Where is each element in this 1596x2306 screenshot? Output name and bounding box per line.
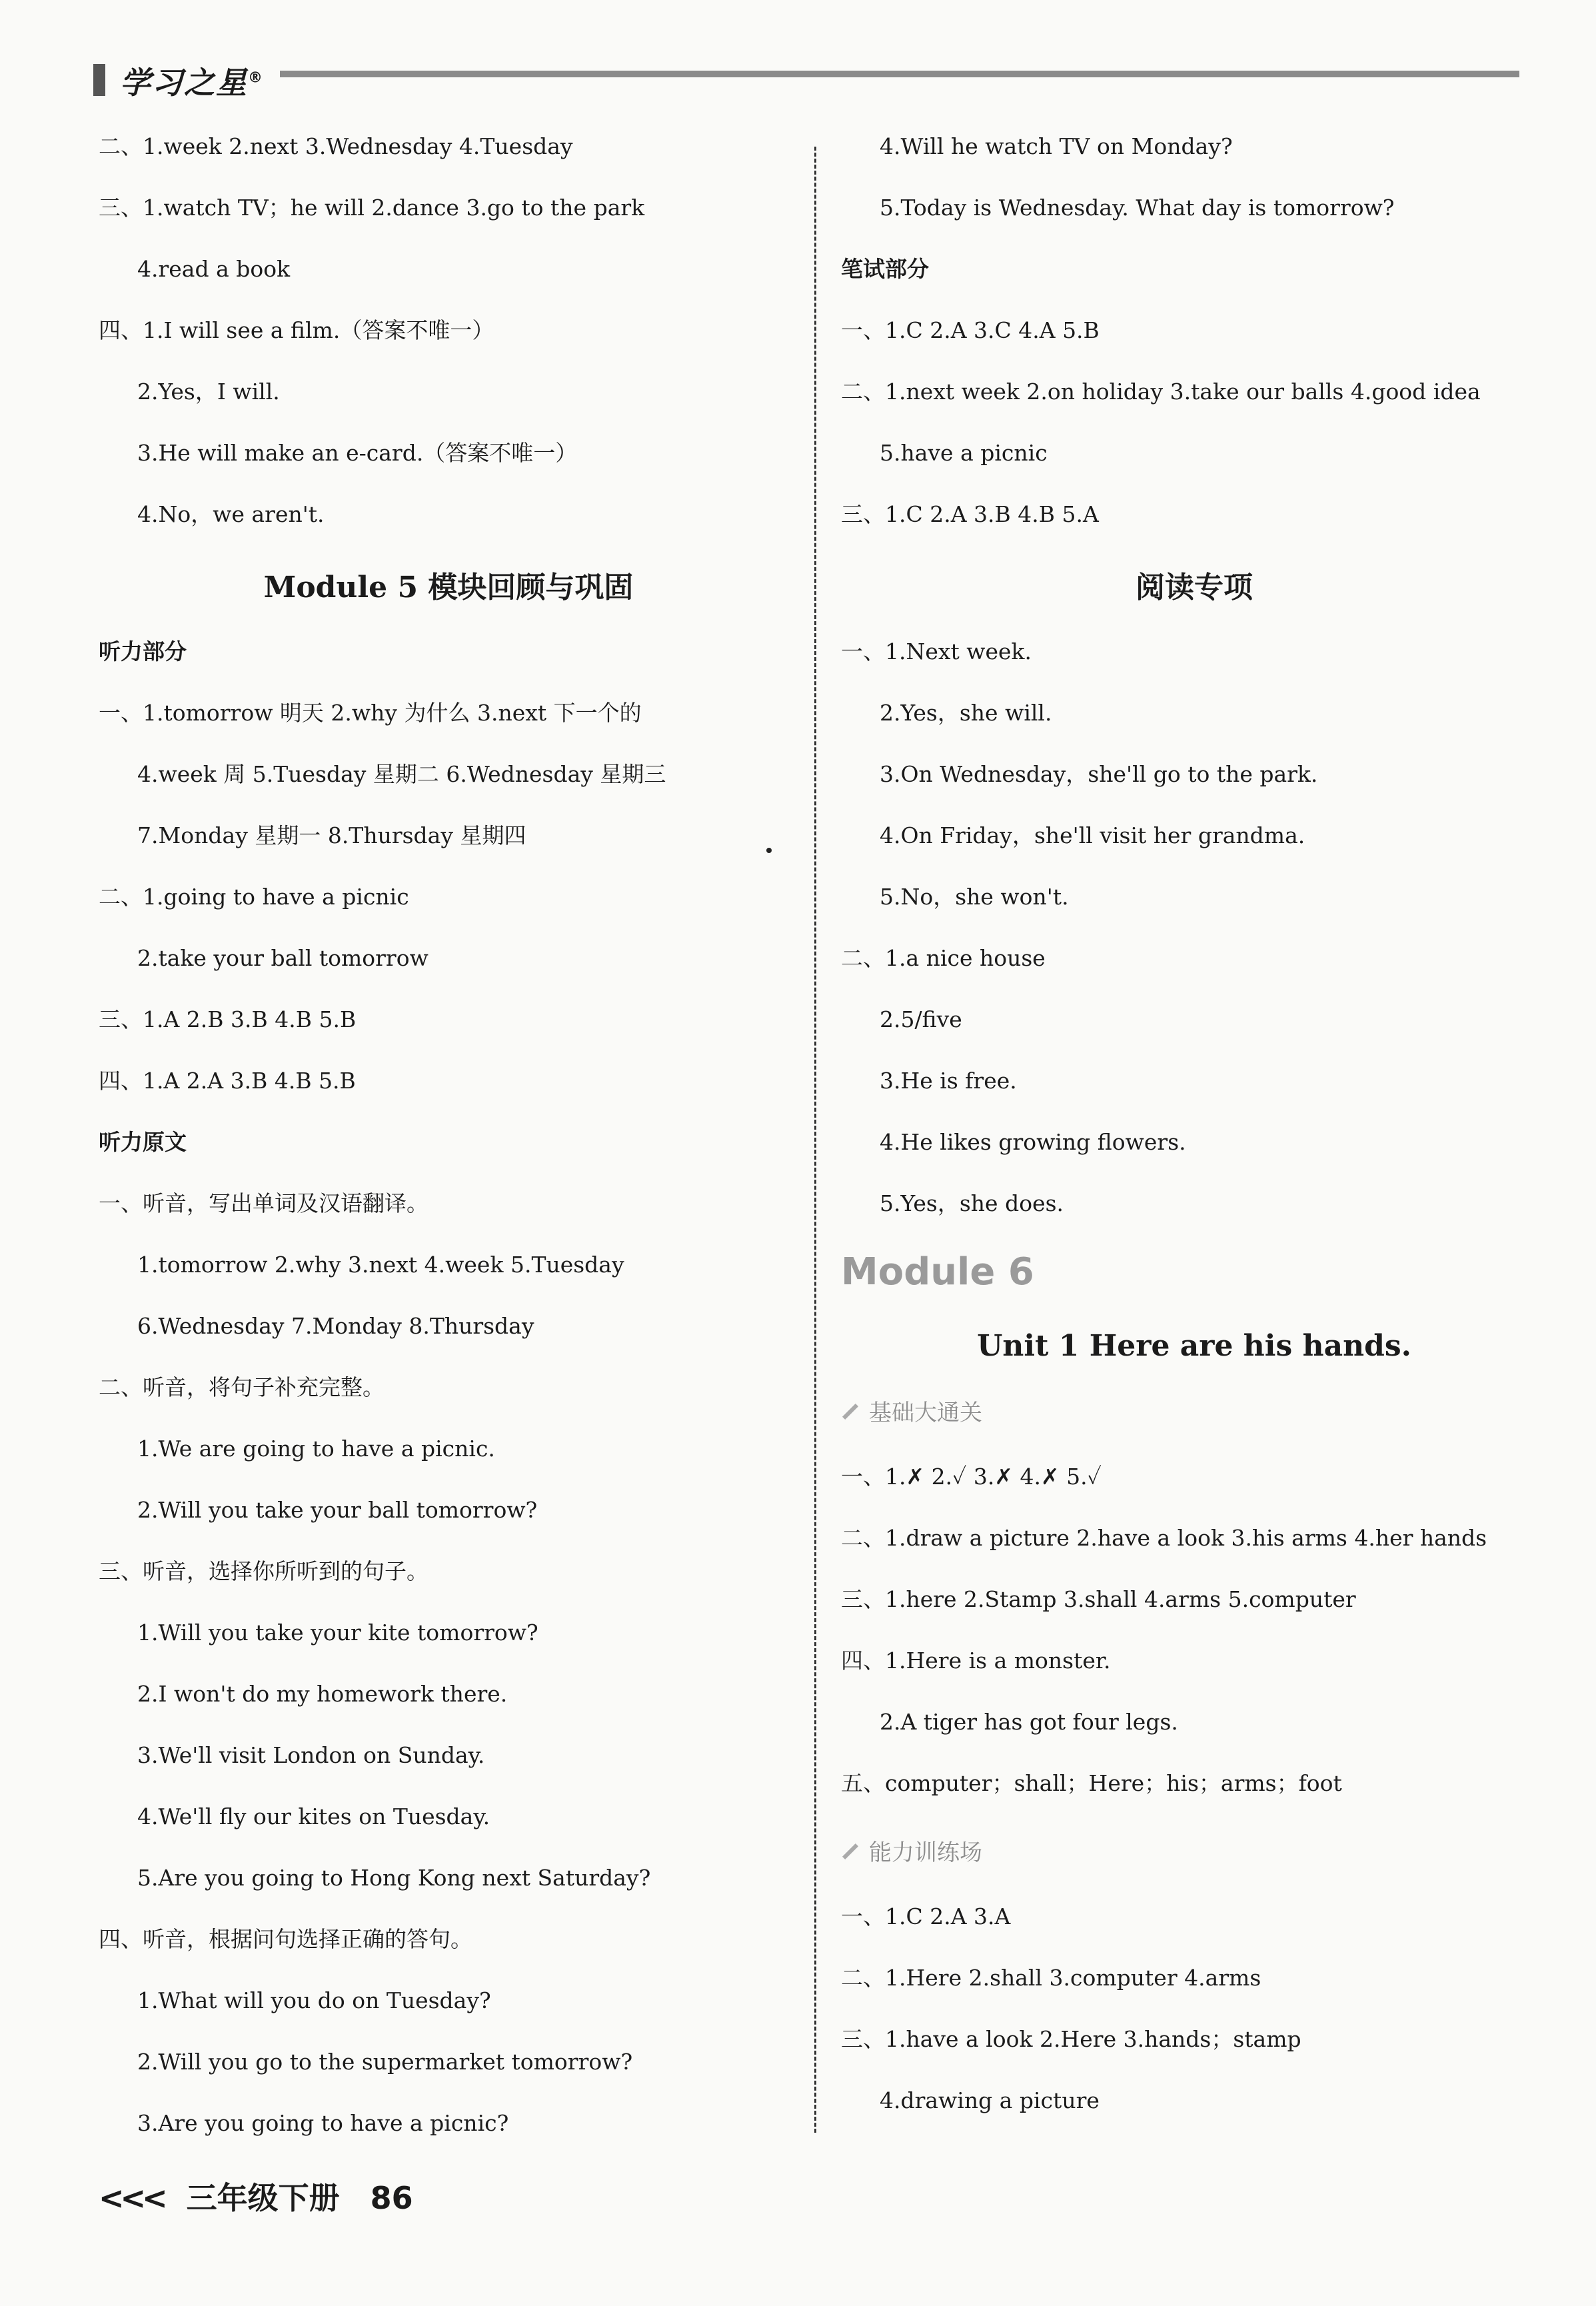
right-answer-line: 4.drawing a picture [880, 2087, 1100, 2113]
left-bold-line: 听力原文 [99, 1129, 187, 1155]
left-answer-line: 2.Will you go to the supermarket tomorrow? [137, 2049, 633, 2075]
left-answer-line: 4.read a book [137, 256, 291, 282]
left-answer-line: 二、1.going to have a picnic [99, 884, 409, 910]
left-answer-line: 四、1.A 2.A 3.B 4.B 5.B [99, 1068, 356, 1094]
right-answer-line: 5.No，she won't. [880, 884, 1069, 910]
page-footer [99, 2174, 413, 2218]
right-answer-line: 二、1.draw a picture 2.have a look 3.his arms 4.her hands [841, 1525, 1487, 1551]
right-answer-line: 2.Yes，she will. [880, 700, 1052, 726]
left-answer-line: 3.Are you going to have a picnic? [137, 2110, 509, 2136]
right-heading-line: Unit 1 Here are his hands. [977, 1329, 1411, 1363]
left-answer-line: 4.week 周 5.Tuesday 星期二 6.Wednesday 星期三 [137, 761, 666, 787]
right-answer-line: 2.A tiger has got four legs. [880, 1709, 1178, 1735]
right-answer-line: 一、1.Next week. [841, 638, 1032, 664]
left-answer-line: 4.No，we aren't. [137, 501, 325, 527]
header-rule [280, 71, 1519, 77]
right-answer-line: 二、1.a nice house [841, 945, 1046, 971]
right-sub-line [841, 1400, 982, 1426]
stray-dot [766, 848, 772, 853]
left-answer-line: 7.Monday 星期一 8.Thursday 星期四 [137, 822, 526, 848]
left-answer-line: 4.We'll fly our kites on Tuesday. [137, 1803, 490, 1829]
right-answer-line: 一、1.C 2.A 3.C 4.A 5.B [841, 317, 1100, 343]
left-answer-line: 2.Will you take your ball tomorrow? [137, 1497, 538, 1523]
right-module-line: Module 6 [841, 1250, 1034, 1294]
right-answer-line: 3.On Wednesday，she'll go to the park. [880, 761, 1318, 787]
right-answer-line: 二、1.Here 2.shall 3.computer 4.arms [841, 1965, 1261, 1991]
right-answer-line: 四、1.Here is a monster. [841, 1648, 1111, 1674]
left-answer-line: 2.I won't do my homework there. [137, 1681, 508, 1707]
pencil-icon [842, 1403, 858, 1419]
right-heading-line: 阅读专项 [1136, 571, 1253, 604]
left-answer-line: 四、1.I will see a film.（答案不唯一） [99, 317, 494, 343]
left-answer-line: 5.Are you going to Hong Kong next Saturday? [137, 1865, 651, 1891]
left-answer-line: 四、听音，根据问句选择正确的答句。 [99, 1926, 472, 1952]
brand-logo: 学习之星® [120, 65, 264, 101]
right-answer-line: 2.5/five [880, 1006, 962, 1032]
left-answer-line: 三、1.A 2.B 3.B 4.B 5.B [99, 1006, 357, 1032]
left-answer-line: 一、听音，写出单词及汉语翻译。 [99, 1190, 428, 1216]
left-answer-line: 3.He will make an e-card.（答案不唯一） [137, 440, 578, 466]
left-answer-line: 2.Yes，I will. [137, 379, 280, 405]
left-answer-line: 1.We are going to have a picnic. [137, 1436, 495, 1462]
right-answer-line: 4.On Friday，she'll visit her grandma. [880, 822, 1305, 848]
left-answer-line: 一、1.tomorrow 明天 2.why 为什么 3.next 下一个的 [99, 700, 642, 726]
right-sub-line [841, 1839, 982, 1866]
left-answer-line: 3.We'll visit London on Sunday. [137, 1742, 485, 1768]
grade-label: 三年级下册 [186, 2180, 340, 2216]
right-answer-line: 3.He is free. [880, 1068, 1017, 1094]
right-answer-line: 五、computer；shall；Here；his；arms；foot [841, 1770, 1342, 1796]
right-bold-line: 笔试部分 [841, 256, 929, 282]
left-answer-line: 二、听音，将句子补充完整。 [99, 1374, 385, 1400]
left-answer-line: 1.tomorrow 2.why 3.next 4.week 5.Tuesday [137, 1252, 624, 1278]
right-answer-line: 5.Today is Wednesday. What day is tomorrow? [880, 195, 1395, 221]
header-mark [93, 64, 105, 96]
section-label: 能力训练场 [869, 1839, 982, 1866]
right-answer-line: 5.have a picnic [880, 440, 1048, 466]
right-answer-line: 二、1.next week 2.on holiday 3.take our balls 4.good idea [841, 379, 1481, 405]
left-heading-line: Module 5 模块回顾与巩固 [263, 571, 634, 604]
footer-arrows: <<< [99, 2180, 164, 2216]
column-divider [814, 147, 816, 2133]
right-answer-line: 三、1.C 2.A 3.B 4.B 5.A [841, 501, 1099, 527]
right-answer-line: 4.Will he watch TV on Monday? [880, 133, 1233, 159]
left-answer-line: 2.take your ball tomorrow [137, 945, 428, 971]
pencil-icon [842, 1843, 858, 1859]
page-number: 86 [370, 2180, 413, 2216]
right-answer-line: 三、1.have a look 2.Here 3.hands；stamp [841, 2026, 1301, 2052]
left-answer-line: 二、1.week 2.next 3.Wednesday 4.Tuesday [99, 133, 573, 159]
left-answer-line: 三、1.watch TV；he will 2.dance 3.go to the park [99, 195, 645, 221]
right-answer-line: 一、1.✗ 2.✓ 3.✗ 4.✗ 5.✓ [841, 1464, 1102, 1490]
section-label: 基础大通关 [869, 1400, 982, 1426]
right-answer-line: 三、1.here 2.Stamp 3.shall 4.arms 5.computer [841, 1586, 1356, 1612]
left-answer-line: 6.Wednesday 7.Monday 8.Thursday [137, 1313, 534, 1339]
left-bold-line: 听力部分 [99, 638, 187, 664]
left-answer-line: 1.Will you take your kite tomorrow? [137, 1620, 538, 1646]
right-answer-line: 一、1.C 2.A 3.A [841, 1903, 1011, 1929]
right-answer-line: 5.Yes，she does. [880, 1190, 1064, 1216]
page-header [93, 59, 1519, 99]
right-answer-line: 4.He likes growing flowers. [880, 1129, 1186, 1155]
left-answer-line: 三、听音，选择你所听到的句子。 [99, 1558, 428, 1584]
left-answer-line: 1.What will you do on Tuesday? [137, 1987, 491, 2013]
